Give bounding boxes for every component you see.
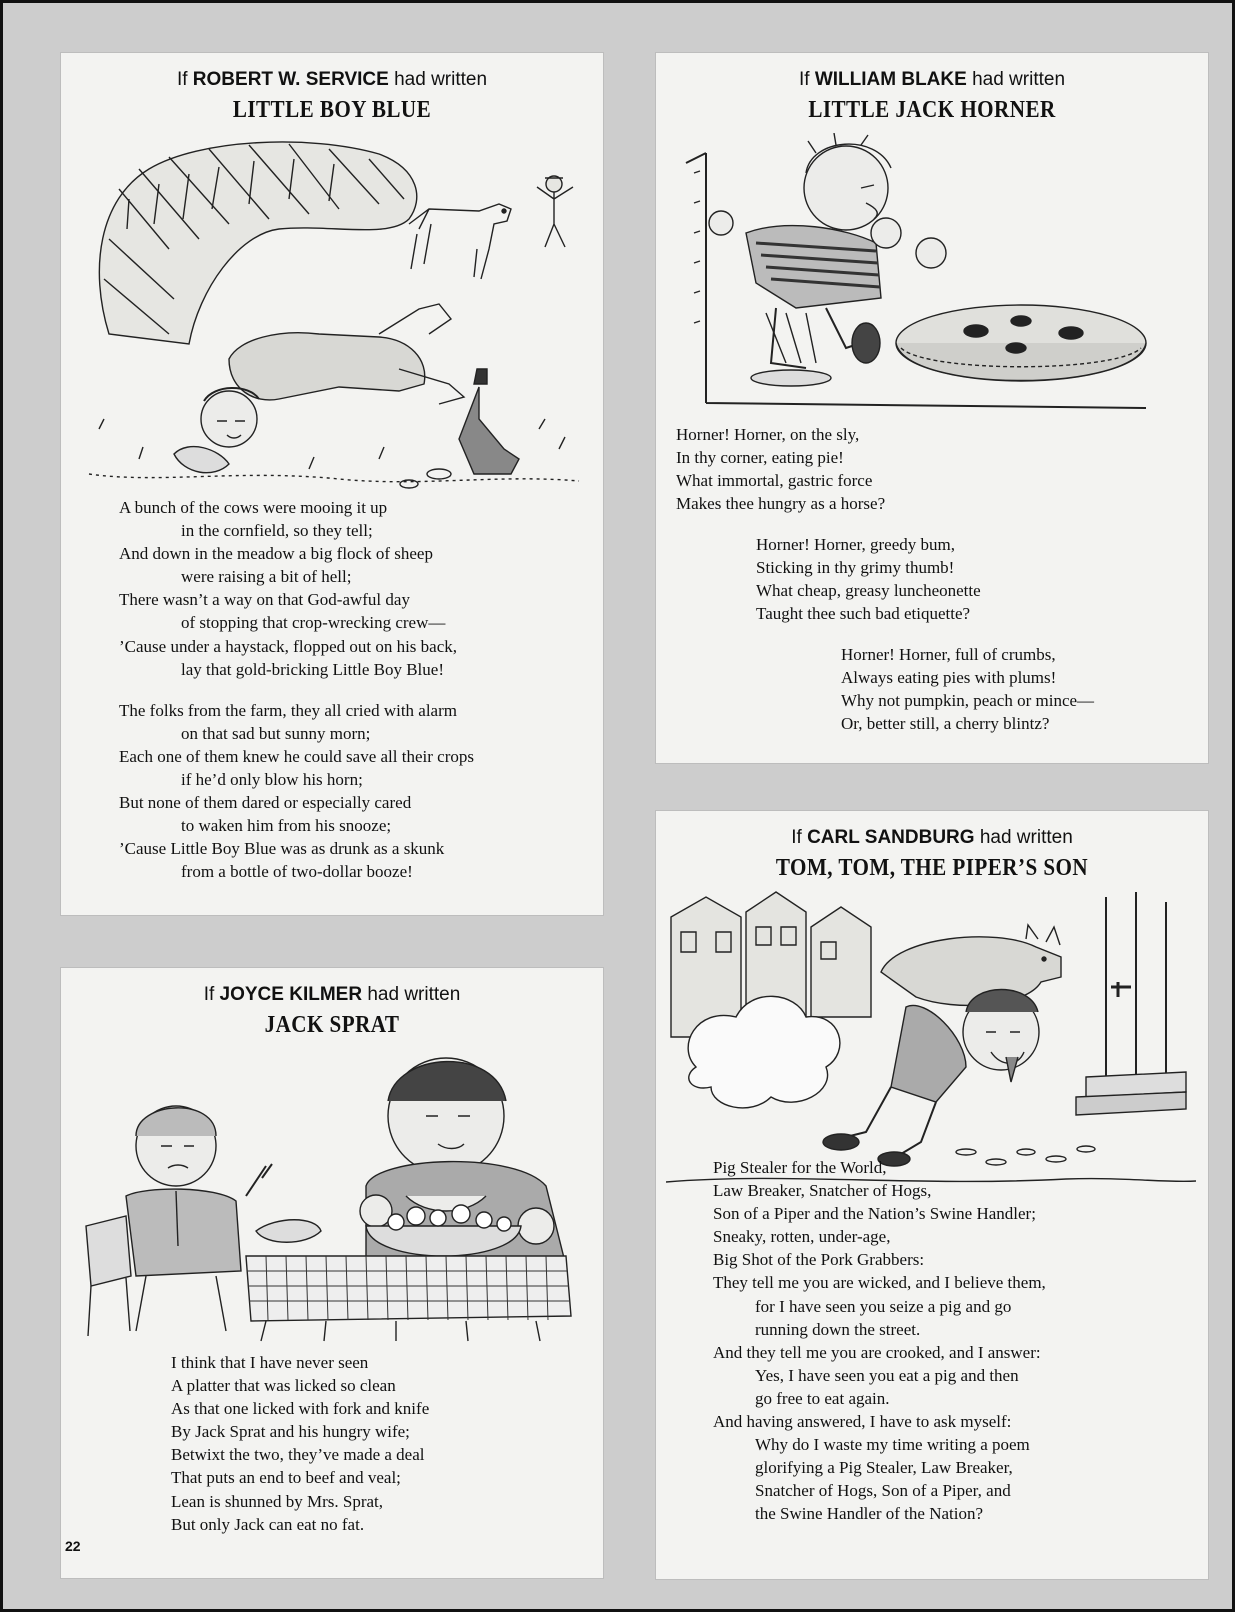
poem-line: Horner! Horner, on the sly, (676, 425, 860, 444)
poem-line: The folks from the farm, they all cried with alarm (119, 700, 457, 720)
poem-line: And down in the meadow a big flock of sheep (119, 544, 433, 564)
poem-line: Sneaky, rotten, under-age, (713, 1227, 891, 1247)
illustration-tom-stealing-pig (666, 887, 1196, 1187)
author-name: WILLIAM BLAKE (814, 69, 967, 90)
page-number: 22 (65, 1538, 81, 1554)
panel-kicker: If CARL SANDBURG had written (791, 827, 1073, 848)
panel-kicker: If WILLIAM BLAKE had written (798, 69, 1066, 90)
author-name: ROBERT W. SERVICE (192, 69, 389, 90)
poem-title: JACK SPRAT (264, 1012, 400, 1038)
poem-line: Law Breaker, Snatcher of Hogs, (713, 1181, 932, 1201)
poem-line: in the cornfield, so they tell; (181, 521, 373, 541)
poem-line: What immortal, gastric force (676, 471, 873, 491)
poem-line: They tell me you are wicked, and I believe them, (713, 1273, 1046, 1293)
poem-title: TOM, TOM, THE PIPER’S SON (775, 855, 1089, 881)
poem-line: Always eating pies with plums! (841, 668, 1057, 688)
poem-line: Lean is shunned by Mrs. Sprat, (171, 1491, 384, 1511)
panel-tom-tom-pipers-son (656, 811, 1208, 1579)
poem-body (119, 496, 474, 884)
author-name: JOYCE KILMER (219, 984, 363, 1005)
poem-line: Yes, I have seen you eat a pig and then (755, 1365, 1019, 1385)
poem-line: Snatcher of Hogs, Son of a Piper, and (755, 1481, 1011, 1501)
author-name: CARL SANDBURG (807, 827, 975, 848)
poem-line: Why not pumpkin, peach or mince— (841, 691, 1095, 711)
poem-line: from a bottle of two-dollar booze! (181, 862, 413, 882)
panel-kicker: If JOYCE KILMER had written (203, 984, 461, 1005)
poem-line: glorifying a Pig Stealer, Law Breaker, (755, 1458, 1013, 1478)
poem-body (713, 1156, 1046, 1526)
poem-line: And they tell me you are crooked, and I answer: (713, 1342, 1041, 1362)
poem-line: Horner! Horner, greedy bum, (756, 535, 955, 554)
panel-jack-sprat (61, 968, 603, 1578)
poem-line: go free to eat again. (755, 1388, 890, 1408)
poem-line: ’Cause under a haystack, flopped out on his back, (119, 636, 458, 656)
poem-line: if he’d only blow his horn; (181, 770, 363, 790)
panel-kicker: If ROBERT W. SERVICE had written (176, 69, 488, 90)
poem-line: What cheap, greasy luncheonette (756, 581, 981, 601)
poem-line: In thy corner, eating pie! (676, 448, 844, 468)
poem-line: on that sad but sunny morn; (181, 723, 371, 743)
poem-line: Makes thee hungry as a horse? (676, 494, 886, 514)
poem-line: That puts an end to beef and veal; (171, 1468, 401, 1488)
poem-line: the Swine Handler of the Nation? (755, 1504, 984, 1524)
poem-line: Or, better still, a cherry blintz? (841, 714, 1050, 734)
poem-line: for I have seen you seize a pig and go (755, 1296, 1012, 1316)
poem-line: to waken him from his snooze; (181, 816, 392, 836)
poem-line: There wasn’t a way on that God-awful day (119, 590, 410, 610)
poem-line: Pig Stealer for the World, (713, 1158, 887, 1177)
poem-line: Big Shot of the Pork Grabbers: (713, 1250, 925, 1270)
poem-line: were raising a bit of hell; (181, 567, 352, 587)
poem-line: Betwixt the two, they’ve made a deal (171, 1445, 425, 1465)
poem-line: A platter that was licked so clean (171, 1376, 396, 1396)
poem-body (841, 643, 1094, 735)
poem-line: running down the street. (755, 1319, 921, 1339)
poem-line: Horner! Horner, full of crumbs, (841, 645, 1056, 664)
poem-line: As that one licked with fork and knife (171, 1399, 430, 1419)
poem-line: And having answered, I have to ask myself: (713, 1412, 1012, 1432)
poem-line: But none of them dared or especially cared (119, 793, 412, 813)
poem-body (756, 533, 981, 625)
poem-line: Son of a Piper and the Nation’s Swine Handler; (713, 1204, 1036, 1224)
poem-line: lay that gold-bricking Little Boy Blue! (181, 659, 444, 679)
poem-line: But only Jack can eat no fat. (171, 1514, 365, 1534)
poem-title: LITTLE BOY BLUE (232, 97, 432, 123)
poem-line: ’Cause Little Boy Blue was as drunk as a skunk (119, 839, 445, 859)
poem-line: I think that I have never seen (171, 1353, 369, 1372)
poem-line: By Jack Sprat and his hungry wife; (171, 1422, 410, 1442)
poem-line: Each one of them knew he could save all their crops (119, 746, 474, 766)
illustration-jack-horner (676, 133, 1156, 423)
illustration-jack-sprat-and-wife (66, 1046, 596, 1346)
panel-little-boy-blue (61, 53, 603, 915)
poem-title: LITTLE JACK HORNER (808, 97, 1056, 123)
poem-line: A bunch of the cows were mooing it up (119, 498, 388, 517)
poem-line: of stopping that crop-wrecking crew— (181, 613, 446, 633)
panel-little-jack-horner (656, 53, 1208, 763)
poem-body (171, 1351, 429, 1536)
poem-body (676, 423, 885, 515)
poem-line: Why do I waste my time writing a poem (755, 1435, 1030, 1455)
illustration-sleeping-boy-blue (79, 129, 589, 501)
poem-line: Sticking in thy grimy thumb! (756, 558, 955, 578)
poem-line: Taught thee such bad etiquette? (756, 604, 971, 624)
